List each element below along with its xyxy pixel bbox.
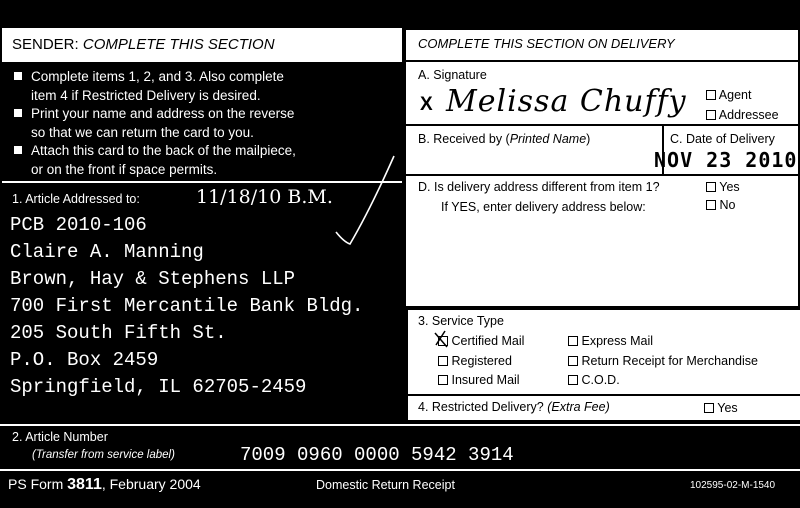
article-number-sub-label: (Transfer from service label): [32, 449, 175, 461]
article-number-label: 2. Article Number: [12, 430, 108, 444]
form-code: 102595-02-M-1540: [690, 480, 776, 491]
restricted-delivery-section: [408, 396, 800, 420]
divider: [0, 424, 800, 426]
checkbox-icon: [438, 375, 448, 385]
checkbox-icon: [438, 356, 448, 366]
divider: [406, 174, 800, 176]
address-diff-label: D. Is delivery address different from item 1?: [418, 180, 660, 194]
certified-mail-checkbox[interactable]: Certified Mail: [438, 334, 524, 348]
restricted-yes-checkbox[interactable]: Yes: [704, 401, 738, 415]
checkbox-icon: [568, 336, 578, 346]
insured-mail-checkbox[interactable]: Insured Mail: [438, 373, 520, 387]
hand-check-mark-icon: [433, 329, 455, 351]
handwritten-note: 11/18/10 B.M.: [196, 186, 333, 208]
checkbox-icon: [568, 356, 578, 366]
restricted-delivery-label: 4. Restricted Delivery? (Extra Fee): [418, 400, 610, 414]
express-mail-checkbox[interactable]: Express Mail: [568, 334, 653, 348]
date-label: C. Date of Delivery: [670, 132, 775, 146]
checked-box-icon: [438, 336, 448, 346]
address-line: PCB 2010-106: [10, 214, 147, 236]
checkbox-icon: [706, 200, 716, 210]
address-line: Claire A. Manning: [10, 241, 204, 263]
pen-check-mark-icon: [330, 150, 400, 250]
recipient-address: [10, 212, 363, 401]
sender-header: [2, 28, 402, 62]
received-by-label: B. Received by (Printed Name): [418, 132, 591, 146]
date-stamp: NOV 23 2010: [654, 148, 798, 172]
address-line: P.O. Box 2459: [10, 349, 159, 371]
delivery-section: [404, 28, 800, 308]
signature-label: A. Signature: [418, 68, 487, 82]
address-line: 700 First Mercantile Bank Bldg.: [10, 295, 364, 317]
address-line: Brown, Hay & Stephens LLP: [10, 268, 296, 290]
addressee-checkbox[interactable]: Addressee: [706, 108, 779, 122]
checkbox-icon: [706, 90, 716, 100]
checkbox-icon: [706, 182, 716, 192]
bullet-square-icon: [14, 146, 22, 154]
form-title: Domestic Return Receipt: [316, 478, 455, 492]
divider: [0, 469, 800, 471]
signature-x: X: [420, 94, 433, 115]
address-diff-no-checkbox[interactable]: No: [706, 198, 735, 212]
address-diff-sub: If YES, enter delivery address below:: [441, 200, 646, 214]
checkbox-icon: [704, 403, 714, 413]
instruction-item: Complete items 1, 2, and 3. Also complete item 4 if Restricted Delivery is desired.: [14, 68, 394, 105]
return-receipt-checkbox[interactable]: Return Receipt for Merchandise: [568, 354, 758, 368]
delivery-header: COMPLETE THIS SECTION ON DELIVERY: [418, 36, 675, 51]
agent-checkbox[interactable]: Agent: [706, 88, 751, 102]
sender-header-bold: SENDER:: [12, 36, 79, 53]
divider: [406, 124, 800, 126]
article-number-value: 7009 0960 0000 5942 3914: [240, 444, 514, 466]
instruction-item: Print your name and address on the reverse so that we can return the card to you.: [14, 105, 394, 142]
article-addressed-label: 1. Article Addressed to:: [12, 192, 140, 206]
checkbox-icon: [568, 375, 578, 385]
bullet-square-icon: [14, 72, 22, 80]
cod-checkbox[interactable]: C.O.D.: [568, 373, 620, 387]
registered-checkbox[interactable]: Registered: [438, 354, 512, 368]
address-line: Springfield, IL 62705-2459: [10, 376, 307, 398]
address-diff-yes-checkbox[interactable]: Yes: [706, 180, 740, 194]
sender-header-italic: COMPLETE THIS SECTION: [82, 36, 275, 53]
instruction-item: Attach this card to the back of the mailpiece, or on the front if space permits.: [14, 142, 394, 179]
bullet-square-icon: [14, 109, 22, 117]
signature-value: Melissa Chuffy: [446, 84, 687, 119]
service-type-section: [408, 310, 800, 394]
service-type-label: 3. Service Type: [418, 314, 504, 328]
form-id: PS Form 3811, February 2004: [8, 476, 201, 493]
divider: [406, 60, 800, 62]
address-line: 205 South Fifth St.: [10, 322, 227, 344]
checkbox-icon: [706, 110, 716, 120]
